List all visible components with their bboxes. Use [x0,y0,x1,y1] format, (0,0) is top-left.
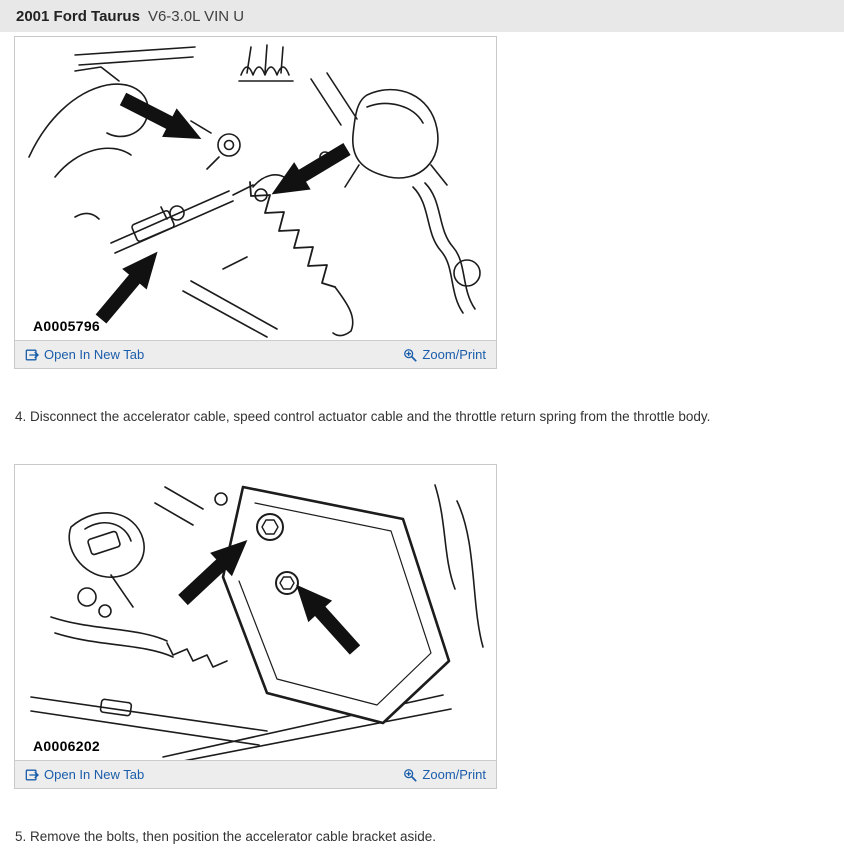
open-in-new-tab-label: Open In New Tab [44,767,145,782]
zoom-print-label: Zoom/Print [422,767,486,782]
zoom-print-label: Zoom/Print [422,347,486,362]
zoom-print-link[interactable] [403,767,486,782]
figure-1-diagram [15,37,496,340]
external-link-icon [25,768,39,782]
callout-arrows [89,85,355,330]
figure-id-label: A0006202 [33,738,101,754]
figure-2-toolbar [15,760,496,788]
page-subtitle: V6-3.0L VIN U [147,7,245,25]
zoom-print-link[interactable] [403,347,486,362]
magnifier-zoom-icon [403,348,417,362]
figure-1-toolbar [15,340,496,368]
external-link-icon [25,348,39,362]
page-title: 2001 Ford Taurus [16,7,140,25]
magnifier-zoom-icon [403,768,417,782]
page-header [0,0,844,32]
figure-1-image [15,37,496,340]
step-5-text: 5. Remove the bolts, then position the accelerator cable bracket aside. [15,829,436,844]
open-in-new-tab-label: Open In New Tab [44,347,145,362]
figure-id-label: A0005796 [33,318,101,334]
figure-panel-1 [14,36,497,369]
figure-panel-2 [14,464,497,789]
figure-2-image [15,465,496,760]
open-in-new-tab-link[interactable] [25,767,144,782]
open-in-new-tab-link[interactable] [25,347,144,362]
figure-2-diagram [15,465,496,760]
step-4-text: 4. Disconnect the accelerator cable, speed control actuator cable and the throttle return spring from the throttle body. [15,409,711,424]
